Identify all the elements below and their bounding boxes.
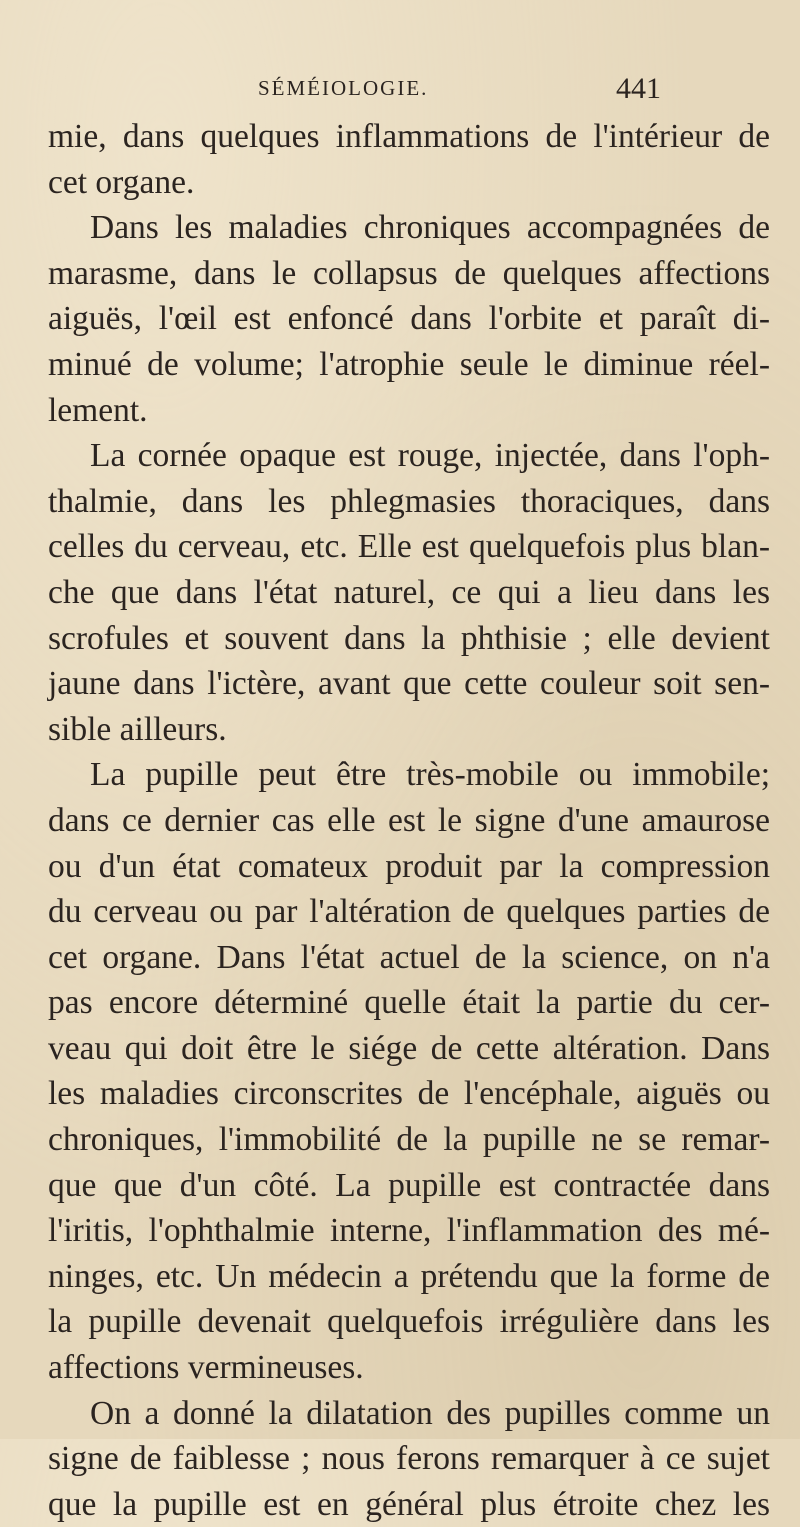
text-line: cet organe. xyxy=(48,163,195,201)
text-line: celles du cerveau, etc. Elle est quelquefois plus blan- xyxy=(48,528,770,566)
text-line: que la pupille est en général plus étroite chez les xyxy=(48,1485,770,1523)
book-page xyxy=(48,72,770,1527)
paragraph xyxy=(48,433,770,752)
paragraph xyxy=(48,114,770,205)
text-line: l'iritis, l'ophthalmie interne, l'inflammation des mé- xyxy=(48,1212,770,1250)
text-line: mie, dans quelques inflammations de l'intérieur de xyxy=(48,118,770,155)
text-line: marasme, dans le collapsus de quelques affections xyxy=(48,254,770,292)
text-line: che que dans l'état naturel, ce qui a lieu dans les xyxy=(48,573,770,611)
body-text xyxy=(48,114,770,1527)
text-line: jaune dans l'ictère, avant que cette couleur soit sen- xyxy=(48,665,770,703)
page-number: 441 xyxy=(616,72,661,105)
text-line: La cornée opaque est rouge, injectée, dans l'oph- xyxy=(90,437,770,475)
text-line: dans ce dernier cas elle est le signe d'une amaurose xyxy=(48,801,770,839)
text-line: ninges, etc. Un médecin a prétendu que la forme de xyxy=(48,1257,770,1295)
text-line: affections vermineuses. xyxy=(48,1349,364,1387)
text-line: On a donné la dilatation des pupilles comme un xyxy=(90,1394,770,1432)
text-line: scrofules et souvent dans la phthisie ; elle devient xyxy=(48,619,770,657)
paragraph xyxy=(48,205,770,433)
text-line: du cerveau ou par l'altération de quelques parties de xyxy=(48,893,770,931)
text-line: Dans les maladies chroniques accompagnées de xyxy=(90,209,770,247)
text-line: La pupille peut être très-mobile ou immobile; xyxy=(90,756,770,794)
text-line: les maladies circonscrites de l'encéphale, aiguës ou xyxy=(48,1075,770,1113)
text-line: cet organe. Dans l'état actuel de la science, on n'a xyxy=(48,938,770,976)
text-line: thalmie, dans les phlegmasies thoraciques, dans xyxy=(48,482,770,520)
text-line: la pupille devenait quelquefois irrégulière dans les xyxy=(48,1303,770,1341)
text-line: sible ailleurs. xyxy=(48,710,227,748)
running-title: SÉMÉIOLOGIE. xyxy=(258,76,429,100)
running-head xyxy=(48,72,770,114)
paragraph xyxy=(48,1391,770,1527)
text-line: veau qui doit être le siége de cette altération. Dans xyxy=(48,1029,770,1067)
text-line: minué de volume; l'atrophie seule le diminue réel- xyxy=(48,345,770,383)
text-line: que que d'un côté. La pupille est contractée dans xyxy=(48,1166,770,1204)
text-line: signe de faiblesse ; nous ferons remarquer à ce sujet xyxy=(48,1440,770,1478)
text-line: aiguës, l'œil est enfoncé dans l'orbite et paraît di- xyxy=(48,300,770,338)
text-line: ou d'un état comateux produit par la compression xyxy=(48,847,770,885)
paragraph xyxy=(48,752,770,1390)
text-line: pas encore déterminé quelle était la partie du cer- xyxy=(48,984,770,1022)
text-line: chroniques, l'immobilité de la pupille ne se remar- xyxy=(48,1121,770,1159)
text-line: lement. xyxy=(48,391,148,429)
